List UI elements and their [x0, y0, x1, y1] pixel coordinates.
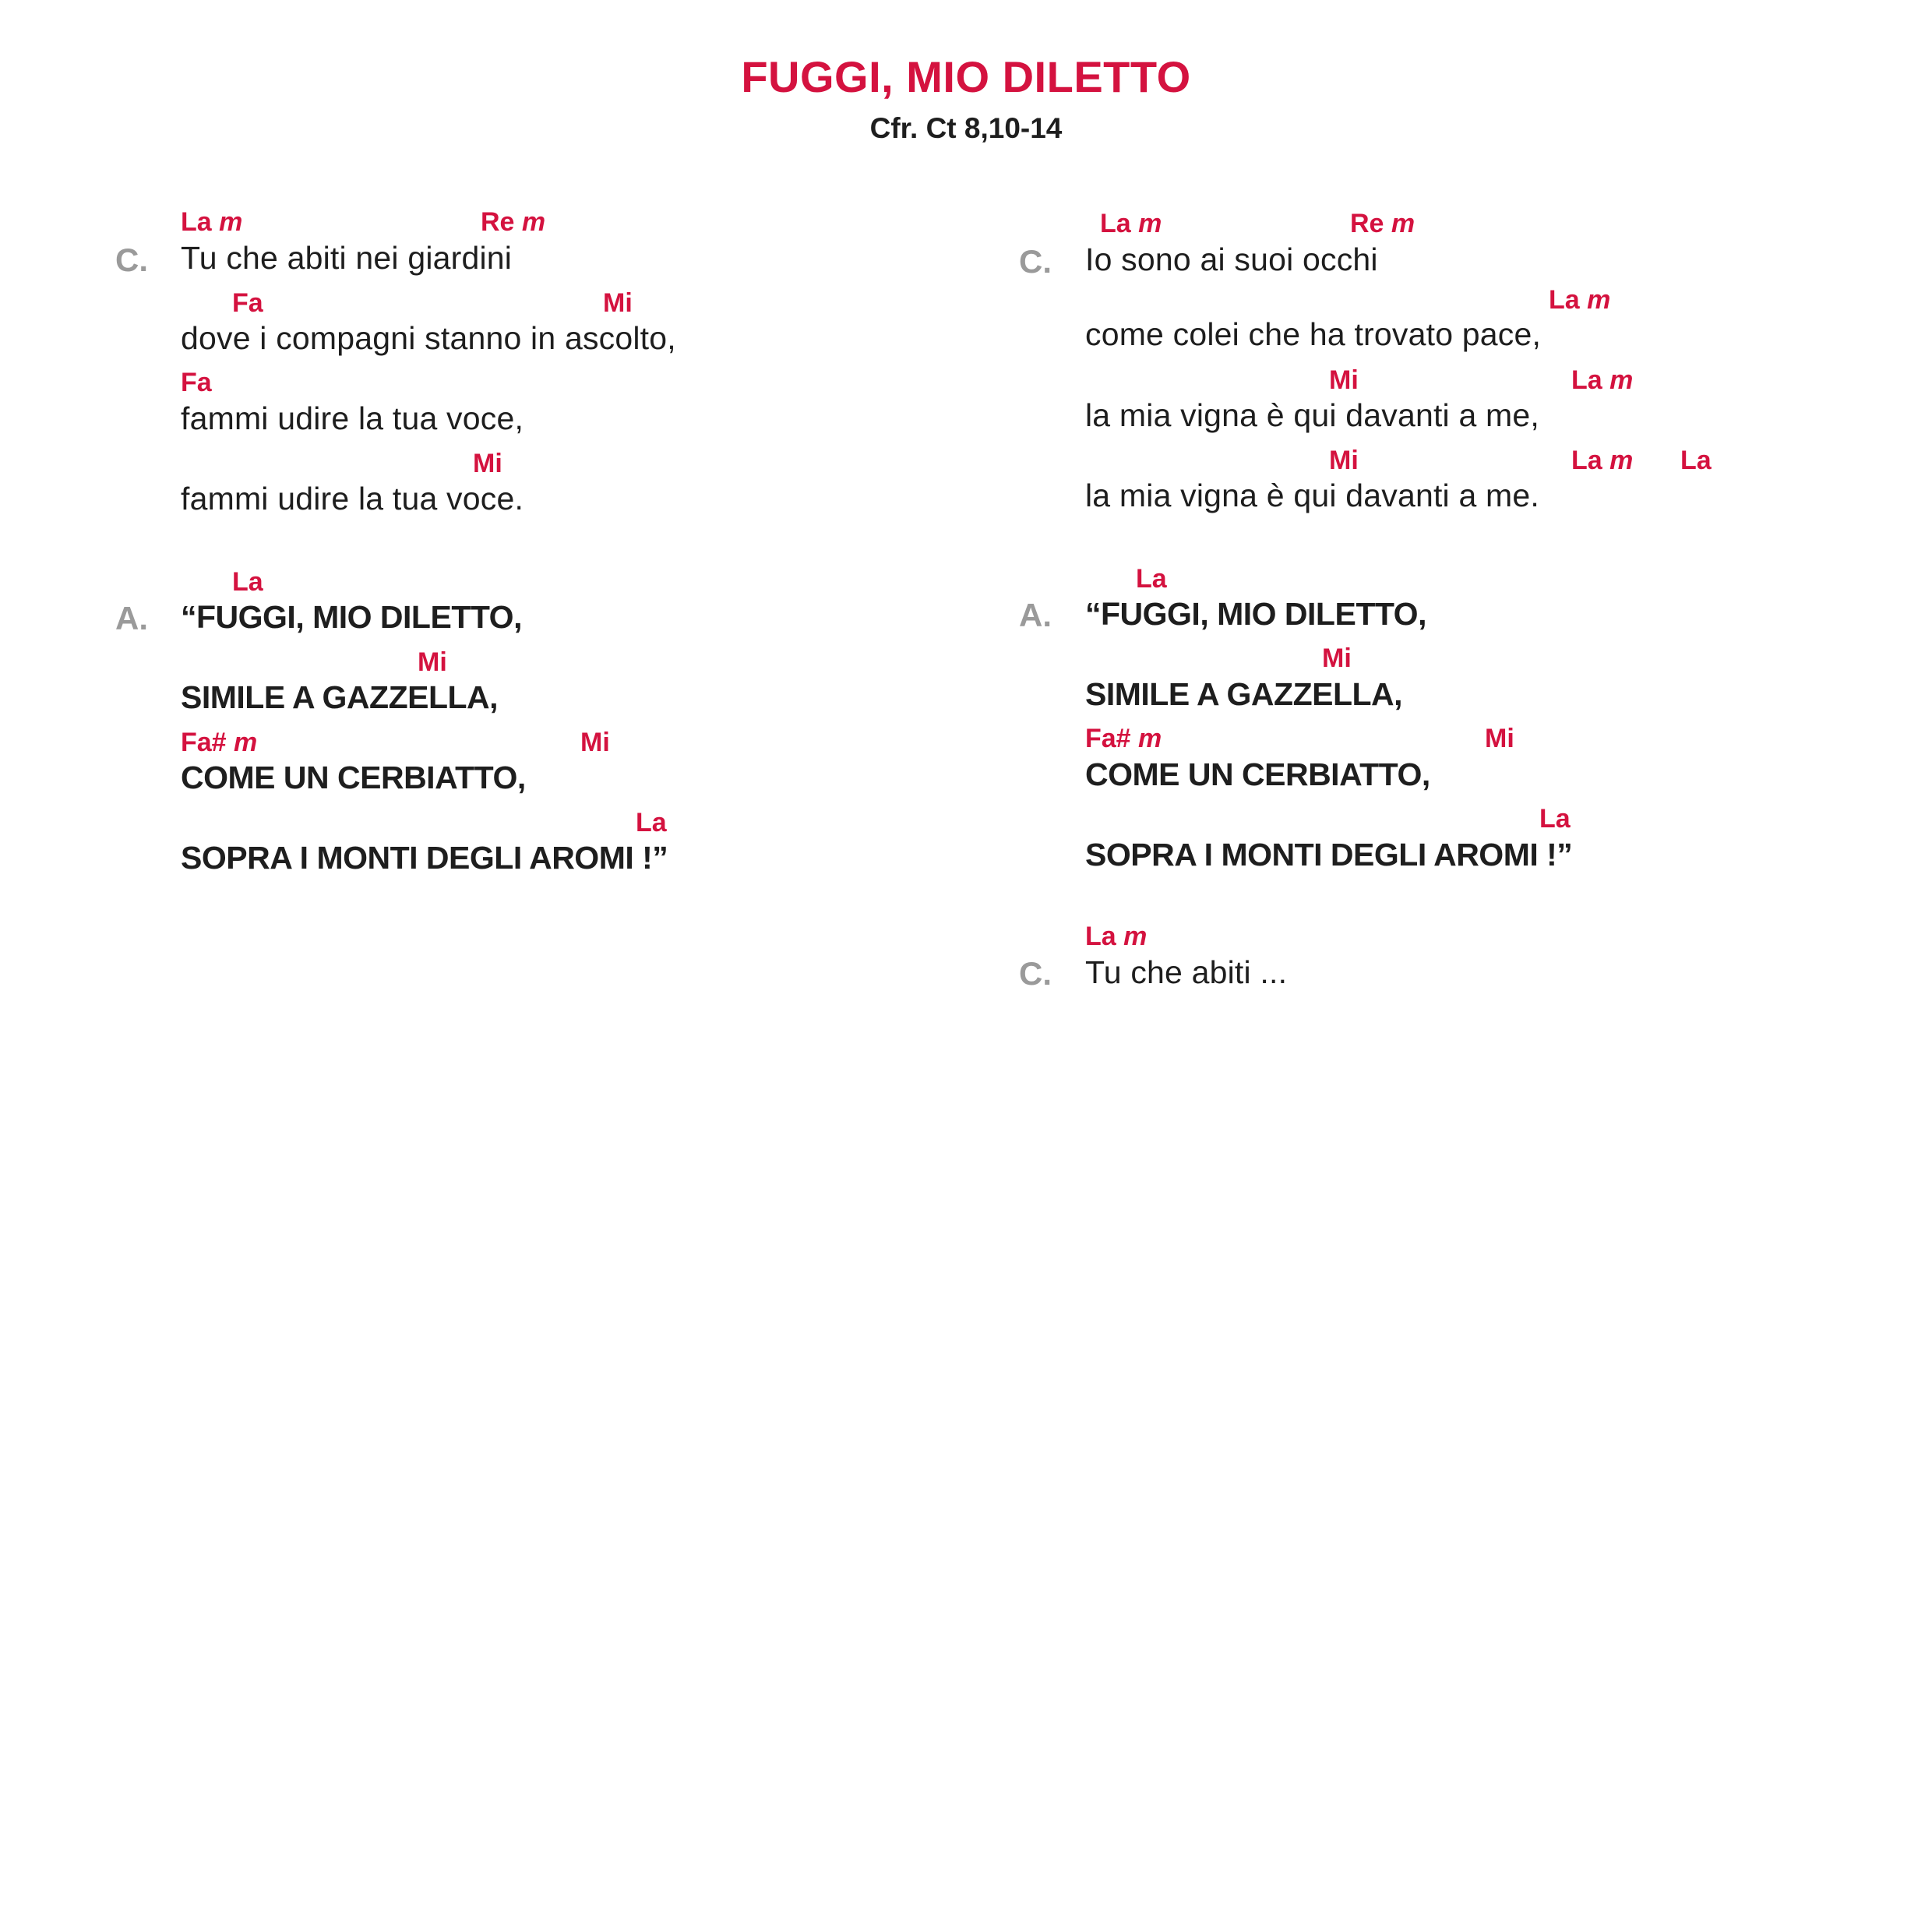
chord: Fa — [232, 288, 263, 318]
song-reference: Cfr. Ct 8,10-14 — [869, 112, 1063, 144]
lyric-line: COME UN CERBIATTO, — [181, 760, 526, 795]
chord: Mi — [580, 728, 610, 757]
chord: Mi — [1485, 724, 1514, 753]
chord: La — [636, 808, 667, 837]
assembly-label: A. — [1019, 597, 1052, 633]
lyric-line: SIMILE A GAZZELLA, — [181, 679, 499, 715]
chord: Fa# m — [1085, 724, 1162, 753]
chord: Mi — [1322, 643, 1352, 673]
lyric-line: la mia vigna è qui davanti a me. — [1085, 478, 1540, 513]
chord: Mi — [603, 288, 633, 318]
chord: Re m — [1350, 209, 1416, 238]
chord: La m — [1571, 365, 1634, 395]
chord: La — [232, 567, 263, 597]
chord: La m — [1085, 922, 1148, 951]
lyric-line: come colei che ha trovato pace, — [1085, 316, 1542, 352]
chord: La m — [1100, 209, 1162, 238]
cantor-label: C. — [1019, 955, 1052, 992]
chord: La m — [181, 207, 243, 237]
assembly-label: A. — [115, 600, 148, 636]
lyric-line: “FUGGI, MIO DILETTO, — [181, 599, 522, 635]
chord: Re m — [481, 207, 546, 237]
chord: La — [1680, 446, 1712, 475]
chord: Mi — [418, 647, 447, 677]
chord: Mi — [1329, 446, 1359, 475]
lyric-line: COME UN CERBIATTO, — [1085, 756, 1430, 792]
cantor-label: C. — [115, 242, 148, 278]
chord: La — [1539, 804, 1571, 834]
chord: Mi — [1329, 365, 1359, 395]
cantor-label: C. — [1019, 243, 1052, 280]
lyric-line: Io sono ai suoi occhi — [1085, 242, 1378, 277]
lyric-line: “FUGGI, MIO DILETTO, — [1085, 596, 1426, 632]
chord: La m — [1571, 446, 1634, 475]
chord: Mi — [473, 449, 502, 478]
lyric-line: fammi udire la tua voce, — [181, 400, 524, 436]
lyric-line: Tu che abiti nei giardini — [181, 240, 513, 276]
chord: La — [1136, 564, 1167, 594]
lyric-line: SIMILE A GAZZELLA, — [1085, 676, 1403, 712]
lyric-line: dove i compagni stanno in ascolto, — [181, 320, 676, 356]
chord: La m — [1549, 285, 1611, 315]
lyric-line: Tu che abiti ... — [1085, 954, 1288, 990]
lyric-line: la mia vigna è qui davanti a me, — [1085, 397, 1540, 433]
lyric-line: fammi udire la tua voce. — [181, 481, 524, 516]
lyric-line: SOPRA I MONTI DEGLI AROMI !” — [1085, 837, 1573, 873]
song-title: FUGGI, MIO DILETTO — [741, 52, 1191, 101]
lyric-line: SOPRA I MONTI DEGLI AROMI !” — [181, 840, 668, 876]
chord: Fa# m — [181, 728, 258, 757]
chord: Fa — [181, 368, 212, 397]
